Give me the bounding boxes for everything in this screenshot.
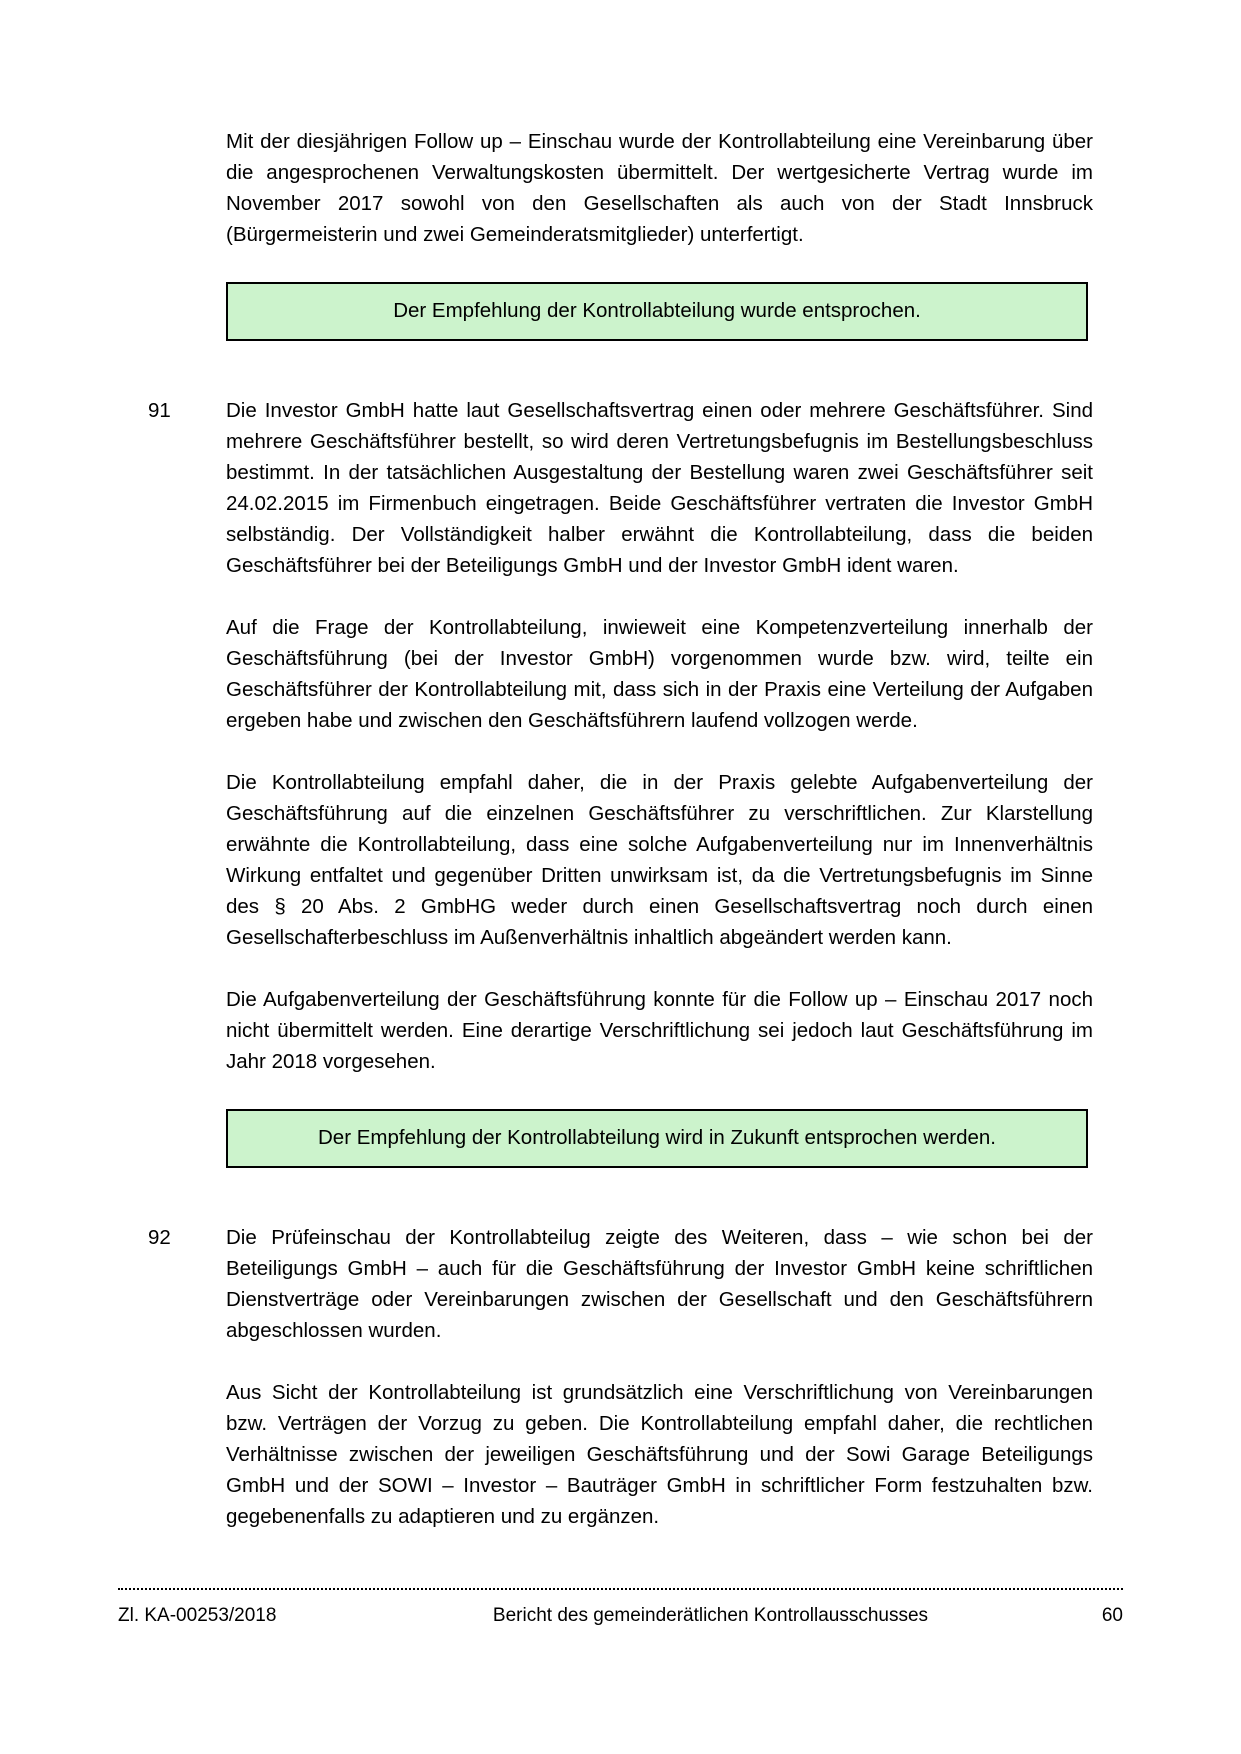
spacer [148, 1168, 1093, 1222]
spacer [148, 1077, 1093, 1109]
section-91-body [226, 395, 1093, 1077]
footer-page-number: 60 [1101, 1605, 1123, 1626]
intro-paragraph-block [148, 126, 1093, 250]
footer-document-title: Bericht des gemeinderätlichen Kontrollausschusses [492, 1605, 929, 1626]
paragraph-text: Die Prüfeinschau der Kontrollabteilug zeigte des Weiteren, dass – wie schon bei der Beteiligungs GmbH – auch für die Geschäftsführung der Investor GmbH keine schriftlichen Dienstverträge oder Vereinbarungen zwischen der Gesellschaft und den Geschäftsführern abgeschlossen wurden. [226, 1226, 1093, 1342]
paragraph-text: Aus Sicht der Kontrollabteilung ist grundsätzlich eine Verschriftlichung von Vereinbarungen bzw. Verträgen der Vorzug zu geben. Die Kontrollabteilung empfahl daher, die rechtlichen Verhältnisse zwischen der jeweiligen Geschäftsführung und der Sowi Garage Beteiligungs GmbH und der SOWI – Investor – Bauträger GmbH in schriftlicher Form festzuhalten bzw. gegebenenfalls zu adaptieren und zu ergänzen. [226, 1381, 1093, 1528]
paragraph-number-91: 91 [148, 399, 171, 422]
spacer [148, 341, 1093, 395]
paragraph-text: Die Kontrollabteilung empfahl daher, die in der Praxis gelebte Aufgabenverteilung der Geschäftsführung auf die einzelnen Geschäftsführer zu verschriftlichen. Zur Klarstellung erwähnte die Kontrollabteilung, dass eine solche Aufgabenverteilung nur im Innenverhältnis Wirkung entfaltet und gegenüber Dritten unwirksam ist, da die Vertretungsbefugnis im Sinne des § 20 Abs. 2 GmbHG weder durch einen Gesellschaftsvertrag noch durch einen Gesellschafterbeschluss im Außenverhältnis inhaltlich abgeändert werden kann. [226, 771, 1093, 949]
footer-divider [118, 1588, 1123, 1590]
section-92 [148, 1222, 1093, 1532]
paragraph-text: Die Aufgabenverteilung der Geschäftsführung konnte für die Follow up – Einschau 2017 noch nicht übermittelt werden. Eine derartige Verschriftlichung sei jedoch laut Geschäftsführung im Jahr 2018 vorgesehen. [226, 988, 1093, 1073]
paragraph-number-92: 92 [148, 1226, 171, 1249]
paragraph-text: Die Investor GmbH hatte laut Gesellschaftsvertrag einen oder mehrere Geschäftsführer. Sind mehrere Geschäftsführer bestellt, so wird deren Vertretungsbefugnis im Bestellungsbeschluss bestimmt. In der tatsächlichen Ausgestaltung der Bestellung waren zwei Geschäftsführer seit 24.02.2015 im Firmenbuch eingetragen. Beide Geschäftsführer vertraten die Investor GmbH selbständig. Der Vollständigkeit halber erwähnt die Kontrollabteilung, dass die beiden Geschäftsführer bei der Beteiligungs GmbH und der Investor GmbH ident waren. [226, 399, 1093, 577]
page-footer [118, 1588, 1123, 1628]
footer-reference-number: Zl. KA-00253/2018 [118, 1605, 277, 1626]
section-91 [148, 395, 1093, 1077]
intro-paragraph-body [226, 126, 1093, 250]
page-content [148, 126, 1093, 1532]
spacer [148, 250, 1093, 282]
section-92-body [226, 1222, 1093, 1532]
footer-row [118, 1604, 1123, 1628]
paragraph-text: Auf die Frage der Kontrollabteilung, inwieweit eine Kompetenzverteilung innerhalb der Geschäftsführung (bei der Investor GmbH) vorgenommen wurde bzw. wird, teilte ein Geschäftsführer der Kontrollabteilung mit, dass sich in der Praxis eine Verteilung der Aufgaben ergeben habe und zwischen den Geschäftsführern laufend vollzogen werde. [226, 616, 1093, 732]
paragraph-number-blank [148, 126, 226, 250]
recommendation-callout-1: Der Empfehlung der Kontrollabteilung wurde entsprochen. [226, 282, 1088, 341]
paragraph-text: Mit der diesjährigen Follow up – Einschau wurde der Kontrollabteilung eine Vereinbarung über die angesprochenen Verwaltungskosten übermittelt. Der wertgesicherte Vertrag wurde im November 2017 sowohl von den Gesellschaften als auch von der Stadt Innsbruck (Bürgermeisterin und zwei Gemeinderatsmitglieder) unterfertigt. [226, 130, 1093, 246]
recommendation-callout-2: Der Empfehlung der Kontrollabteilung wird in Zukunft entsprochen werden. [226, 1109, 1088, 1168]
